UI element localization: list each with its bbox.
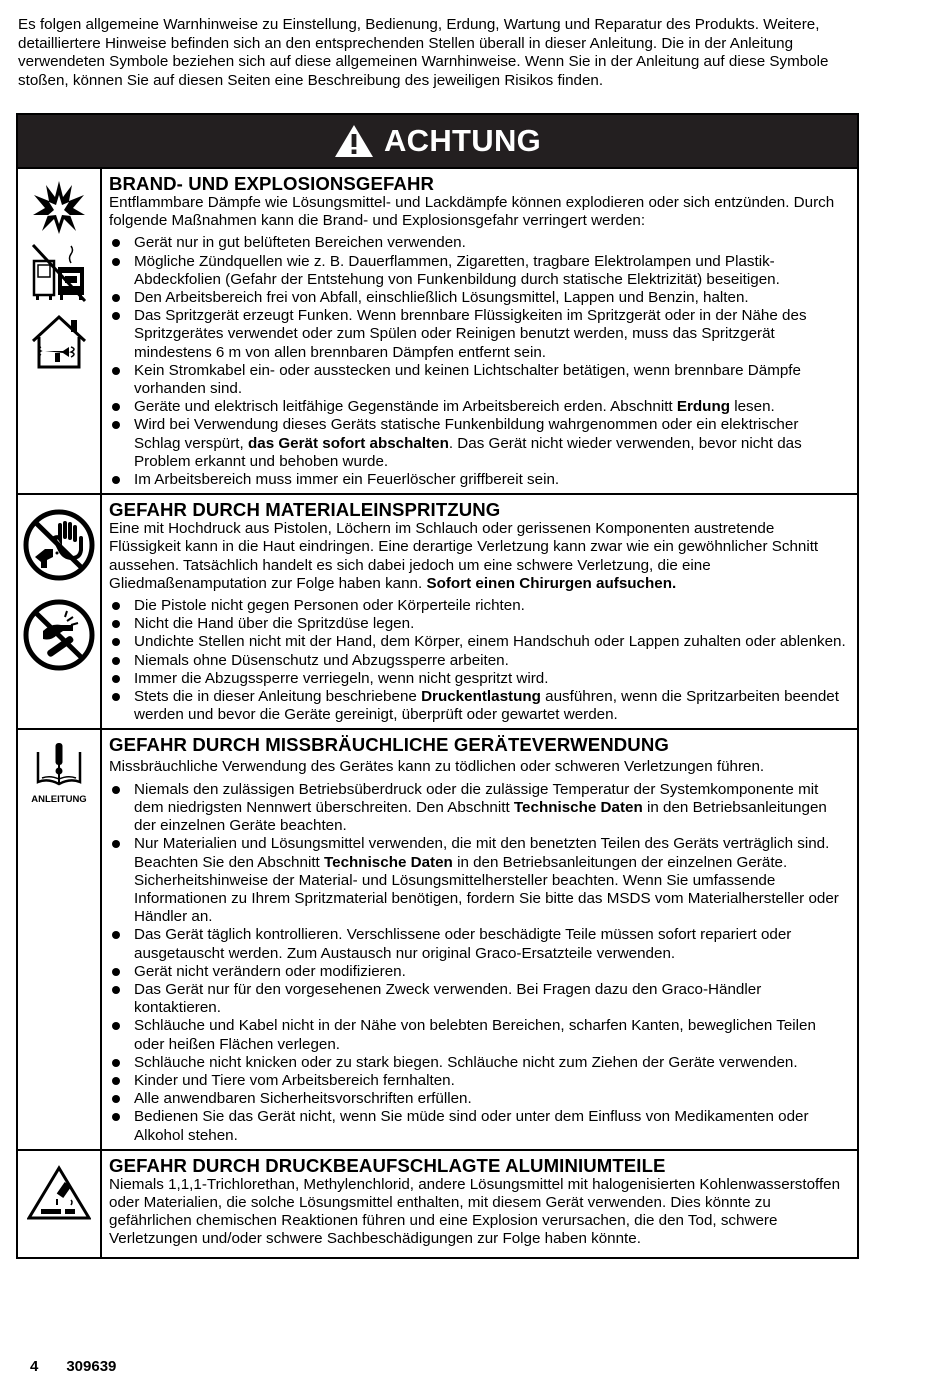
bullet-item: Niemals ohne Düsenschutz und Abzugssperre arbeiten. <box>109 652 849 670</box>
bullet-item: Das Gerät nur für den vorgesehenen Zweck verwenden. Bei Fragen dazu den Graco-Händler kontaktieren. <box>109 981 849 1017</box>
intro-paragraph: Es folgen allgemeine Warnhinweise zu Einstellung, Bedienung, Erdung, Wartung und Reparatur des Produkts. Weitere, detailliertere Hinweise befinden sich an den entsprechenden Stellen überall in dieser Anleitung. Die in der Anleitung verwendeten Symbole beziehen sich auf diese allgemeinen Warnhinweise. Wenn Sie in der Anleitung auf diese Symbole stoßen, können Sie auf diesen Seiten eine Beschreibung des jeweiligen Risikos finden. <box>18 16 829 89</box>
section-title: BRAND- UND EXPLOSIONSGEFAHR <box>109 173 435 194</box>
warning-title: ACHTUNG <box>383 123 542 158</box>
section-icons <box>18 730 102 1148</box>
no-ignition-source-icon <box>31 243 87 303</box>
bullet-item: Gerät nicht verändern oder modifizieren. <box>109 963 849 981</box>
section-icons <box>18 495 102 728</box>
section-text <box>102 495 857 728</box>
document-number: 309639 <box>66 1358 117 1375</box>
manual-icon-label: ANLEITUNG <box>31 794 87 806</box>
bullet-item: Im Arbeitsbereich muss immer ein Feuerlöscher griffbereit sein. <box>109 471 849 489</box>
bullet-item: Nicht die Hand über die Spritzdüse legen. <box>109 615 849 633</box>
section-description: Eine mit Hochdruck aus Pistolen, Löchern im Schlauch oder gerissenen Komponenten austretende Flüssigkeit kann in die Haut eindringen. Eine derartige Verletzung kann zwar wie ein gewöhnlicher Schnitt aussehen. Tatsächlich handelt es sich dabei jedoch um eine schwere Verletzung, die eine Gliedmaßenamputation zur Folge haben kann. Sofort einen Chirurgen aufsuchen. <box>109 520 819 592</box>
bullet-item: Geräte und elektrisch leitfähige Gegenstände im Arbeitsbereich erden. Abschnitt Erdung lesen. <box>109 398 849 416</box>
section-icons <box>18 169 102 493</box>
read-manual-icon <box>34 742 84 788</box>
bullet-item: Gerät nur in gut belüfteten Bereichen verwenden. <box>109 234 849 252</box>
bullet-item: Schläuche nicht knicken oder zu stark biegen. Schläuche nicht zum Ziehen der Geräte verwenden. <box>109 1054 849 1072</box>
bullet-item: Stets die in dieser Anleitung beschriebene Druckentlastung ausführen, wenn die Spritzarbeiten beendet werden und bevor die Geräte gereinigt, überprüft oder gewartet werden. <box>109 688 849 724</box>
bullet-list <box>109 781 849 1145</box>
warning-section-fire <box>18 169 857 493</box>
bullet-item: Bedienen Sie das Gerät nicht, wenn Sie müde sind oder unter dem Einfluss von Medikamenten oder Alkohol stehen. <box>109 1108 849 1144</box>
bullet-item: Kinder und Tiere vom Arbeitsbereich fernhalten. <box>109 1072 849 1090</box>
section-title: GEFAHR DURCH MATERIALEINSPRITZUNG <box>109 499 501 521</box>
section-description: Niemals 1,1,1-Trichlorethan, Methylenchlorid, andere Lösungsmittel mit halogenisierten Kohlenwasserstoffen oder Materialien, die solche Lösungsmittel enthalten, mit diesem Gerät verwenden. Dies könnte zu gefährlichen chemischen Reaktionen führen und eine Explosion verursachen, die den Tod, schwere Verletzungen und/oder schwere Sachbeschädigungen zur Folge haben könnte. <box>109 1175 841 1248</box>
warning-section-injection <box>18 493 857 728</box>
bullet-item: Niemals den zulässigen Betriebsüberdruck oder die zulässige Temperatur der Systemkomponente mit dem niedrigsten Nennwert überschreiten. Den Abschnitt Technische Daten in den Betriebsanleitungen der einzelnen Geräte beachten. <box>109 781 849 836</box>
bold-term: Erdung <box>676 398 731 416</box>
warning-header <box>18 115 857 169</box>
warning-section-misuse <box>18 728 857 1148</box>
no-hand-near-gun-icon <box>23 509 95 581</box>
explosion-icon <box>32 179 86 235</box>
page-footer <box>30 1358 116 1375</box>
section-text <box>102 169 857 493</box>
chemical-reaction-icon <box>27 1165 91 1221</box>
section-text <box>102 730 857 1148</box>
bullet-item: Nur Materialien und Lösungsmittel verwenden, die mit den benetzten Teilen des Geräts verträglich sind. Beachten Sie den Abschnitt Technische Daten in den Betriebsanleitungen der einzelnen Geräte. Sicherheitshinweise der Material- und Lösungsmittelhersteller beachten. Wenn Sie umfassende Informationen zu Ihrem Spritzmaterial benötigen, fordern Sie bitte das MSDS vom Materialhersteller oder Händler an. <box>109 835 849 926</box>
bold-term: das Gerät sofort abschalten <box>247 434 449 452</box>
bullet-item: Undichte Stellen nicht mit der Hand, dem Körper, einem Handschuh oder Lappen zuhalten oder ablenken. <box>109 633 849 651</box>
warning-table <box>16 113 859 1259</box>
bullet-item: Die Pistole nicht gegen Personen oder Körperteile richten. <box>109 597 849 615</box>
section-description: Entflammbare Dämpfe wie Lösungsmittel- und Lackdämpfe können explodieren oder sich entzünden. Durch folgende Maßnahmen kann die Brand- und Explosionsgefahr verringert werden: <box>109 194 835 230</box>
bullet-item: Das Gerät täglich kontrollieren. Verschlissene oder beschädigte Teile müssen sofort repariert oder ausgetauscht werden. Zum Austausch nur original Graco-Ersatzteile verwenden. <box>109 926 849 962</box>
ventilated-area-icon <box>29 311 89 371</box>
warning-section-aluminium <box>18 1149 857 1257</box>
bullet-item: Kein Stromkabel ein- oder ausstecken und keinen Lichtschalter betätigen, wenn brennbare Dämpfe vorhanden sind. <box>109 362 849 398</box>
bullet-list <box>109 597 849 724</box>
bullet-list <box>109 234 849 489</box>
bullet-item: Alle anwendbaren Sicherheitsvorschriften erfüllen. <box>109 1090 849 1108</box>
section-description: Missbräuchliche Verwendung des Gerätes kann zu tödlichen oder schweren Verletzungen führen. <box>109 758 765 776</box>
bullet-item: Den Arbeitsbereich frei von Abfall, einschließlich Lösungsmittel, Lappen und Benzin, halten. <box>109 289 849 307</box>
warning-triangle-icon <box>334 124 374 158</box>
section-title: GEFAHR DURCH MISSBRÄUCHLICHE GERÄTEVERWENDUNG <box>109 734 669 756</box>
section-title: GEFAHR DURCH DRUCKBEAUFSCHLAGTE ALUMINIUMTEILE <box>109 1154 666 1176</box>
section-icons <box>18 1151 102 1257</box>
page-number: 4 <box>30 1358 39 1375</box>
bold-term: Druckentlastung <box>421 688 541 706</box>
bold-term: Sofort einen Chirurgen aufsuchen. <box>426 574 677 592</box>
no-hand-on-leak-icon <box>23 599 95 671</box>
bold-term: Technische Daten <box>513 798 643 816</box>
section-text <box>102 1151 857 1257</box>
bullet-item: Immer die Abzugssperre verriegeln, wenn nicht gespritzt wird. <box>109 670 849 688</box>
bold-term: Technische Daten <box>323 853 453 871</box>
bullet-item: Mögliche Zündquellen wie z. B. Dauerflammen, Zigaretten, tragbare Elektrolampen und Plastik-Abdeckfolien (Gefahr der Entstehung von Funkenbildung durch statische Elektrizität) beseitigen. <box>109 253 849 289</box>
bullet-item: Wird bei Verwendung dieses Geräts statische Funkenbildung wahrgenommen oder ein elektrischer Schlag verspürt, das Gerät sofort abschalten. Das Gerät nicht wieder verwenden, bevor nicht das Problem erkannt und behoben wurde. <box>109 416 849 471</box>
bullet-item: Schläuche und Kabel nicht in der Nähe von belebten Bereichen, scharfen Kanten, beweglichen Teilen oder heißen Flächen verlegen. <box>109 1017 849 1053</box>
bullet-item: Das Spritzgerät erzeugt Funken. Wenn brennbare Flüssigkeiten im Spritzgerät oder in der Nähe des Spritzgerätes verwendet oder zum Spülen oder Reinigen benutzt werden, muss das Spritzgerät mindestens 6 m von allen brennbaren Dämpfen entfernt sein. <box>109 307 849 362</box>
